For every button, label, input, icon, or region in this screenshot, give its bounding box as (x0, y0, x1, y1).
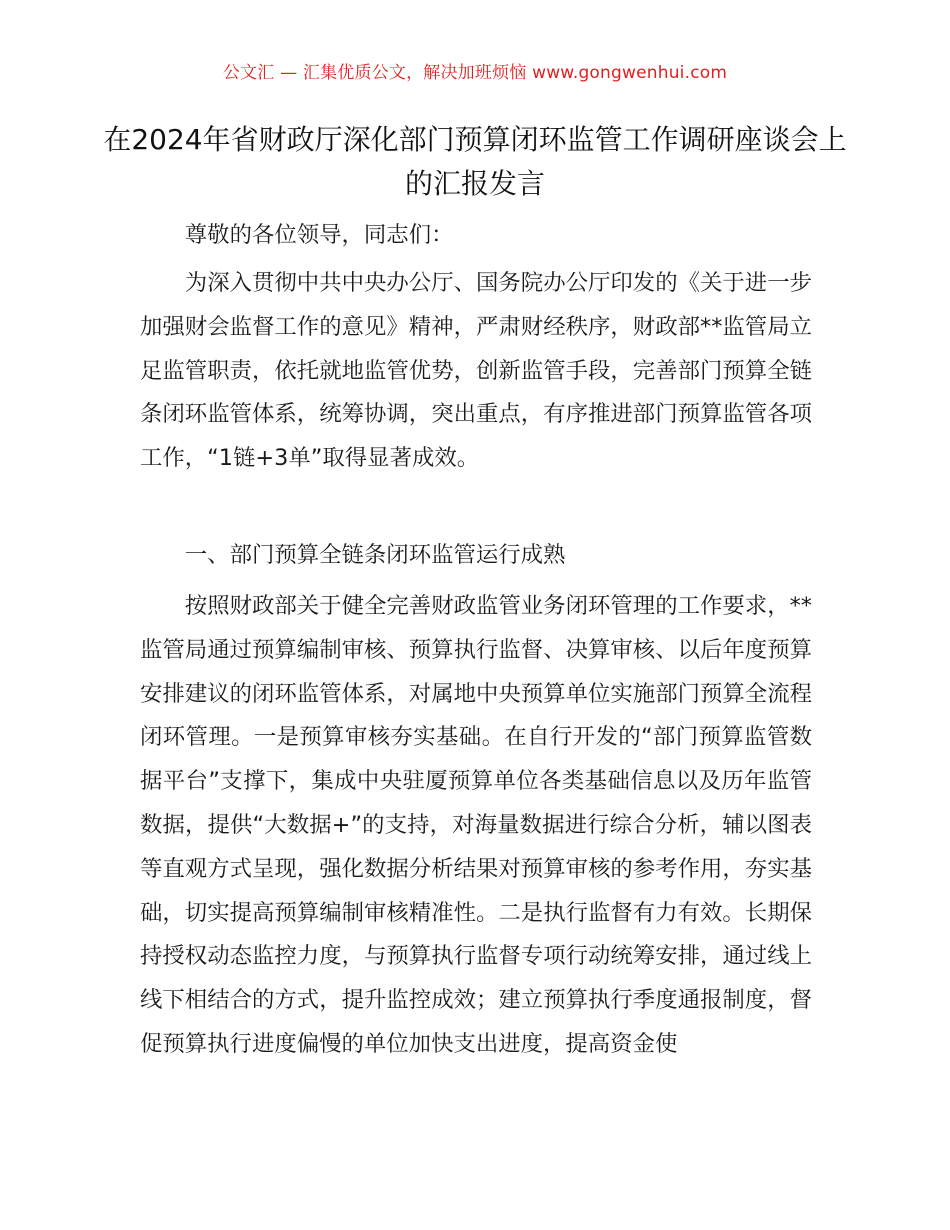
intro-paragraph: 为深入贯彻中共中央办公厅、国务院办公厅印发的《关于进一步加强财会监督工作的意见》精神，严肃财经秩序，财政部**监管局立足监管职责，依托就地监管优势，创新监管手段，完善部门预算全链条闭环监管体系，统筹协调，突出重点，有序推进部门预算监管各项工作，“1链+3单”取得显著成效。 (140, 270, 812, 472)
site-banner: 公文汇 — 汇集优质公文，解决加班烦恼 www.gongwenhui.com (222, 63, 728, 83)
section-body-paragraph: 按照财政部关于健全完善财政监管业务闭环管理的工作要求，**监管局通过预算编制审核、预算执行监督、决算审核、以后年度预算安排建议的闭环监管体系，对属地中央预算单位实施部门预算全流程闭环管理。一是预算审核夯实基础。在自行开发的“部门预算监管数据平台”支撑下，集成中央驻厦预算单位各类基础信息以及历年监管数据，提供“大数据+”的支持，对海量数据进行综合分析，辅以图表等直观方式呈现，强化数据分析结果对预算审核的参考作用，夯实基础，切实提高预算编制审核精准性。二是执行监督有力有效。长期保持授权动态监控力度，与预算执行监督专项行动统筹安排，通过线上线下相结合的方式，提升监控成效；建立预算执行季度通报制度，督促预算执行进度偏慢的单位加快支出进度，提高资金使 (140, 593, 812, 1057)
document-title: 在2024年省财政厅深化部门预算闭环监管工作调研座谈会上的汇报发言 (103, 123, 847, 200)
greeting-paragraph: 尊敬的各位领导，同志们： (184, 222, 454, 248)
section-heading: 一、部门预算全链条闭环监管运行成熟 (184, 542, 566, 568)
